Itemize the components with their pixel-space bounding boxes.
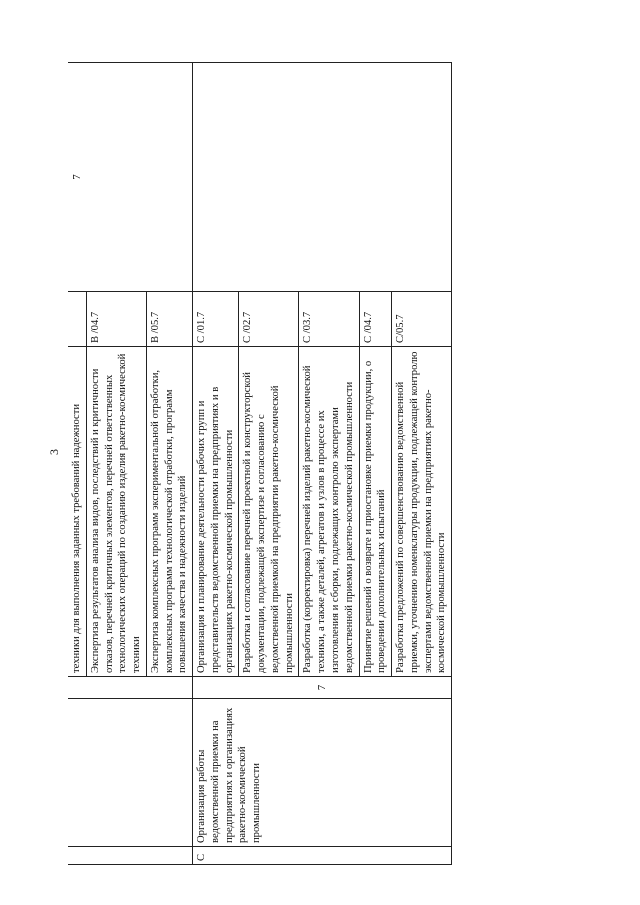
generalized-functions-table <box>68 62 452 865</box>
generalized-function-title: Организация работы ведомственной приемки на предприятиях и организациях ракетно-космической промышленности <box>193 699 452 847</box>
empty-cell <box>68 699 193 847</box>
function-text: Разработка предложений по совершенствованию ведомственной приемки, уточнению номенклатуры продукции, подлежащей контролю экспертами ведомственной приемки на предприятиях ракетно-космической промышленности <box>392 347 452 677</box>
function-code: B /05.7 <box>146 292 192 347</box>
function-code: C/05.7 <box>392 292 452 347</box>
empty-cell <box>68 677 193 699</box>
empty-cell <box>68 847 193 865</box>
function-text: Экспертиза результатов анализа видов, последствий и критичности отказов, перечней критичных элементов, перечней ответственных технологических операций по созданию изделия ракетно-космической техники <box>86 347 146 677</box>
page-number: 3 <box>47 449 61 455</box>
generalized-function-code: C <box>193 847 452 865</box>
empty-cell <box>68 292 86 347</box>
function-text: Принятие решений о возврате и приостановке приемки продукции, о проведении дополнительных испытаний <box>359 347 392 677</box>
function-code: C /04.7 <box>359 292 392 347</box>
qualification-level: 7 <box>68 63 193 292</box>
generalized-function-level: 7 <box>193 677 452 699</box>
function-code: B /04.7 <box>86 292 146 347</box>
function-text-continuation: техники для выполнения заданных требований надежности <box>68 347 86 677</box>
table-row <box>193 63 239 865</box>
function-code: C /02.7 <box>239 292 299 347</box>
empty-cell <box>193 63 452 292</box>
function-text: Разработка (корректировка) перечней изделий ракетно-космической техники, а также деталей, агрегатов и узлов в процессе их изготовления и сборки, подлежащих контролю экспертами ведомственной приемки ракетно-космической промышленности <box>299 347 359 677</box>
function-text: Организация и планирование деятельности рабочих групп и представительств ведомственной приемки на предприятиях и в организациях ракетно-космической промышленности <box>193 347 239 677</box>
function-text: Экспертиза комплексных программ экспериментальной отработки, комплексных программ технологической отработки, программ повышения качества и надежности изделий <box>146 347 192 677</box>
table-row <box>68 63 86 865</box>
function-code: C /03.7 <box>299 292 359 347</box>
function-code: C /01.7 <box>193 292 239 347</box>
function-text: Разработка и согласование перечней проектной и конструкторской документации, подлежащей экспертизе и согласованию с ведомственной приемкой на предприятии ракетно-космической промышленности <box>239 347 299 677</box>
rotated-table-wrapper <box>68 63 528 865</box>
